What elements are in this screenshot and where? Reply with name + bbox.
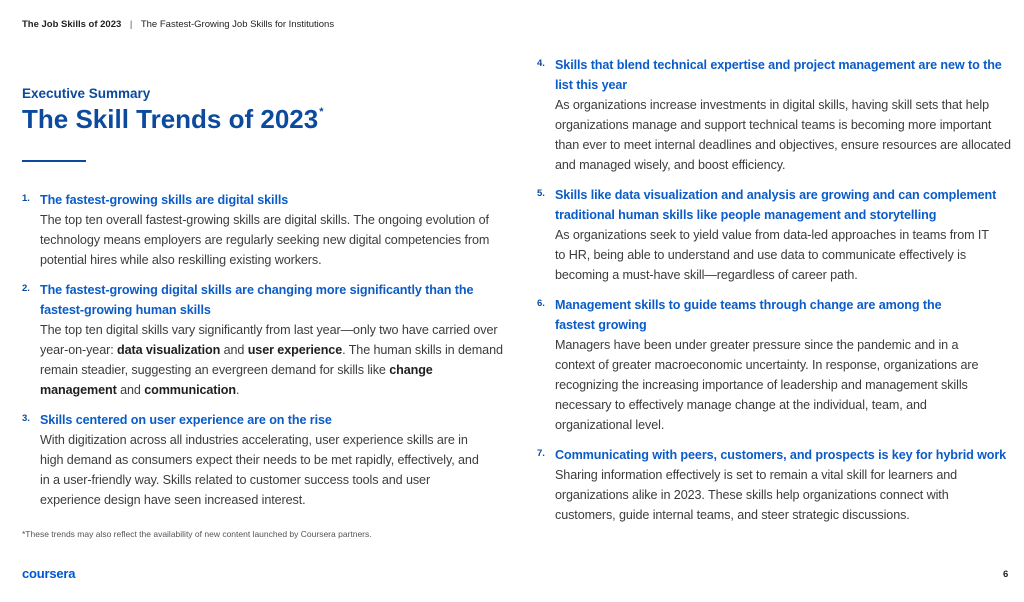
page-title: [22, 104, 324, 135]
body-text: .: [235, 383, 240, 397]
body-text: As organizations seek to yield value from data-led approaches in teams from IT to HR, being able to understand and use data to communicate effectively is becoming a must-have skill—regardless of career path.: [555, 228, 989, 282]
item-number: 6.: [537, 298, 545, 309]
page-title-text: The Skill Trends of 2023: [22, 104, 319, 134]
left-column: [22, 190, 512, 510]
item-body: [555, 335, 980, 435]
document-title: The Job Skills of 2023: [22, 19, 122, 30]
body-text: and: [220, 343, 248, 357]
item-heading: The fastest-growing digital skills are changing more significantly than the fastest-growing human skills: [40, 283, 474, 317]
header-separator: |: [129, 19, 133, 30]
item-number: 2.: [22, 283, 30, 294]
body-text: Managers have been under greater pressure since the pandemic and in a context of greater macroeconomic uncertainty. In response, organizations are recognizing the increasing importance of leadership and management skills necessary to effectively manage change at the individual, team, and organizational level.: [555, 338, 979, 432]
title-footnote-mark: *: [319, 106, 324, 118]
item-body: [555, 225, 1000, 285]
page-header: [22, 19, 334, 30]
item-number: 5.: [537, 188, 545, 199]
item-heading: Management skills to guide teams through change are among the fastest growing: [555, 298, 942, 332]
body-text: . The human skills in demand remain steadier, suggesting an evergreen demand for skills like: [40, 343, 503, 377]
item-body: [40, 320, 512, 400]
right-column: [537, 55, 1015, 525]
item-body: [40, 430, 485, 510]
trend-item-6: [537, 295, 1015, 435]
emphasized-term: data visualization: [117, 343, 221, 357]
body-text: and: [116, 383, 145, 397]
section-label: Executive Summary: [22, 86, 151, 101]
emphasized-term: user experience: [247, 343, 343, 357]
body-text: With digitization across all industries accelerating, user experience skills are in high demand as consumers expect their needs to be met rapidly, effectively, and in a user-friendly way. Skills related to customer success tools and user experience design have seen increased interest.: [40, 433, 479, 507]
document-subtitle: The Fastest-Growing Job Skills for Institutions: [140, 19, 335, 30]
item-body: [555, 465, 975, 525]
page-number: 6: [1003, 569, 1009, 580]
emphasized-term: communication: [144, 383, 236, 397]
coursera-logo: coursera: [22, 566, 76, 581]
item-heading: Skills like data visualization and analysis are growing and can complement traditional human skills like people management and storytelling: [555, 188, 997, 222]
body-text: As organizations increase investments in digital skills, having skill sets that help organizations manage and support technical teams is becoming more important than ever to meet internal deadlines and objectives, ensure resources are allocated and managed wisely, and boost efficiency.: [555, 98, 1011, 172]
trend-item-4: [537, 55, 1015, 175]
body-text: Sharing information effectively is set to remain a vital skill for learners and organizations alike in 2023. These skills help organizations connect with customers, guide internal teams, and steer strategic discussions.: [555, 468, 958, 522]
body-text: The top ten overall fastest-growing skills are digital skills. The ongoing evolution of technology means employers are regularly seeking new digital competencies from potential hires while also reskilling existing workers.: [40, 213, 490, 267]
item-heading: Skills centered on user experience are on the rise: [40, 413, 332, 427]
trend-item-1: [22, 190, 512, 270]
trend-item-3: [22, 410, 512, 510]
body-text: The top ten digital skills vary significantly from last year—only two have carried over year-on-year:: [40, 323, 498, 357]
item-body: [555, 95, 1015, 175]
item-number: 4.: [537, 58, 545, 69]
title-divider: [22, 160, 86, 162]
trend-item-7: [537, 445, 1015, 525]
emphasized-term: change management: [40, 363, 433, 397]
item-number: 3.: [22, 413, 30, 424]
item-body: [40, 210, 512, 270]
item-heading: Communicating with peers, customers, and prospects is key for hybrid work: [555, 448, 1007, 462]
item-heading: The fastest-growing skills are digital skills: [40, 193, 289, 207]
item-heading: Skills that blend technical expertise and project management are new to the list this year: [555, 58, 1002, 92]
item-number: 7.: [537, 448, 545, 459]
trend-item-5: [537, 185, 1015, 285]
trend-item-2: [22, 280, 512, 400]
footnote: *These trends may also reflect the availability of new content launched by Coursera partners.: [22, 529, 372, 539]
item-number: 1.: [22, 193, 30, 204]
